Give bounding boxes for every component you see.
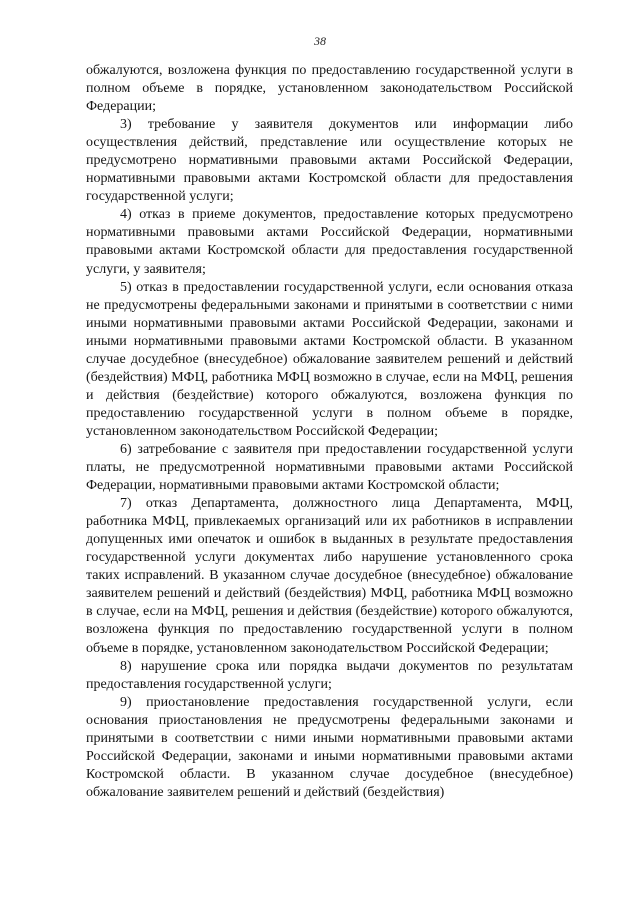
list-item-8: 8) нарушение срока или порядка выдачи документов по результатам предоставления государственной услуги; bbox=[86, 658, 573, 692]
list-item-5: 5) отказ в предоставлении государственной услуги, если основания отказа не предусмотрены федеральными законами и принятыми в соответствии с ними иными нормативными правовыми актами Российской Федерации, законами и иными нормативными правовыми актами Костромской области. В указанном случае досудебное (внесудебное) обжалование заявителем решений и действий (бездействия) МФЦ, работника МФЦ возможно в случае, если на МФЦ, решения и действия (бездействие) которого обжалуются, возложена функция по предоставлению государственной услуги в полном объеме в порядке, установленном законодательством Российской Федерации; bbox=[86, 279, 573, 439]
list-item-6: 6) затребование с заявителя при предоставлении государственной услуги платы, не предусмотренной нормативными правовыми актами Российской Федерации, нормативными правовыми актами Костромской области; bbox=[86, 441, 573, 494]
page-number: 38 bbox=[314, 34, 326, 48]
list-item-4: 4) отказ в приеме документов, предоставление которых предусмотрено нормативными правовыми актами Российской Федерации, нормативными правовыми актами Костромской области для предоставления государственной услуги, у заявителя; bbox=[86, 207, 573, 277]
paragraph-continuation: обжалуются, возложена функция по предоставлению государственной услуги в полном объеме в порядке, установленном законодательством Российской Федерации; bbox=[86, 63, 573, 115]
list-item-9: 9) приостановление предоставления государственной услуги, если основания приостановления не предусмотрены федеральными законами и принятыми в соответствии с ними иными нормативными правовыми актами Российской Федерации, законами и иными нормативными правовыми актами Костромской области. В указанном случае досудебное (внесудебное) обжалование заявителем решений и действий (бездействия) bbox=[86, 694, 573, 800]
document-body bbox=[86, 62, 573, 802]
list-item-3: 3) требование у заявителя документов или информации либо осуществления действий, представление или осуществление которых не предусмотрено нормативными правовыми актами Российской Федерации, нормативными правовыми актами Костромской области для предоставления государственной услуги; bbox=[86, 117, 573, 205]
list-item-7: 7) отказ Департамента, должностного лица Департамента, МФЦ, работника МФЦ, привлекаемых организаций или их работников в исправлении допущенных ими опечаток и ошибок в выданных в результате предоставления государственной услуги документах либо нарушение установленного срока таких исправлений. В указанном случае досудебное (внесудебное) обжалование заявителем решений и действий (бездействия) МФЦ, работника МФЦ возможно в случае, если на МФЦ, решения и действия (бездействие) которого обжалуются, возложена функция по предоставлению государственной услуги в полном объеме в порядке, установленном законодательством Российской Федерации; bbox=[86, 496, 573, 656]
